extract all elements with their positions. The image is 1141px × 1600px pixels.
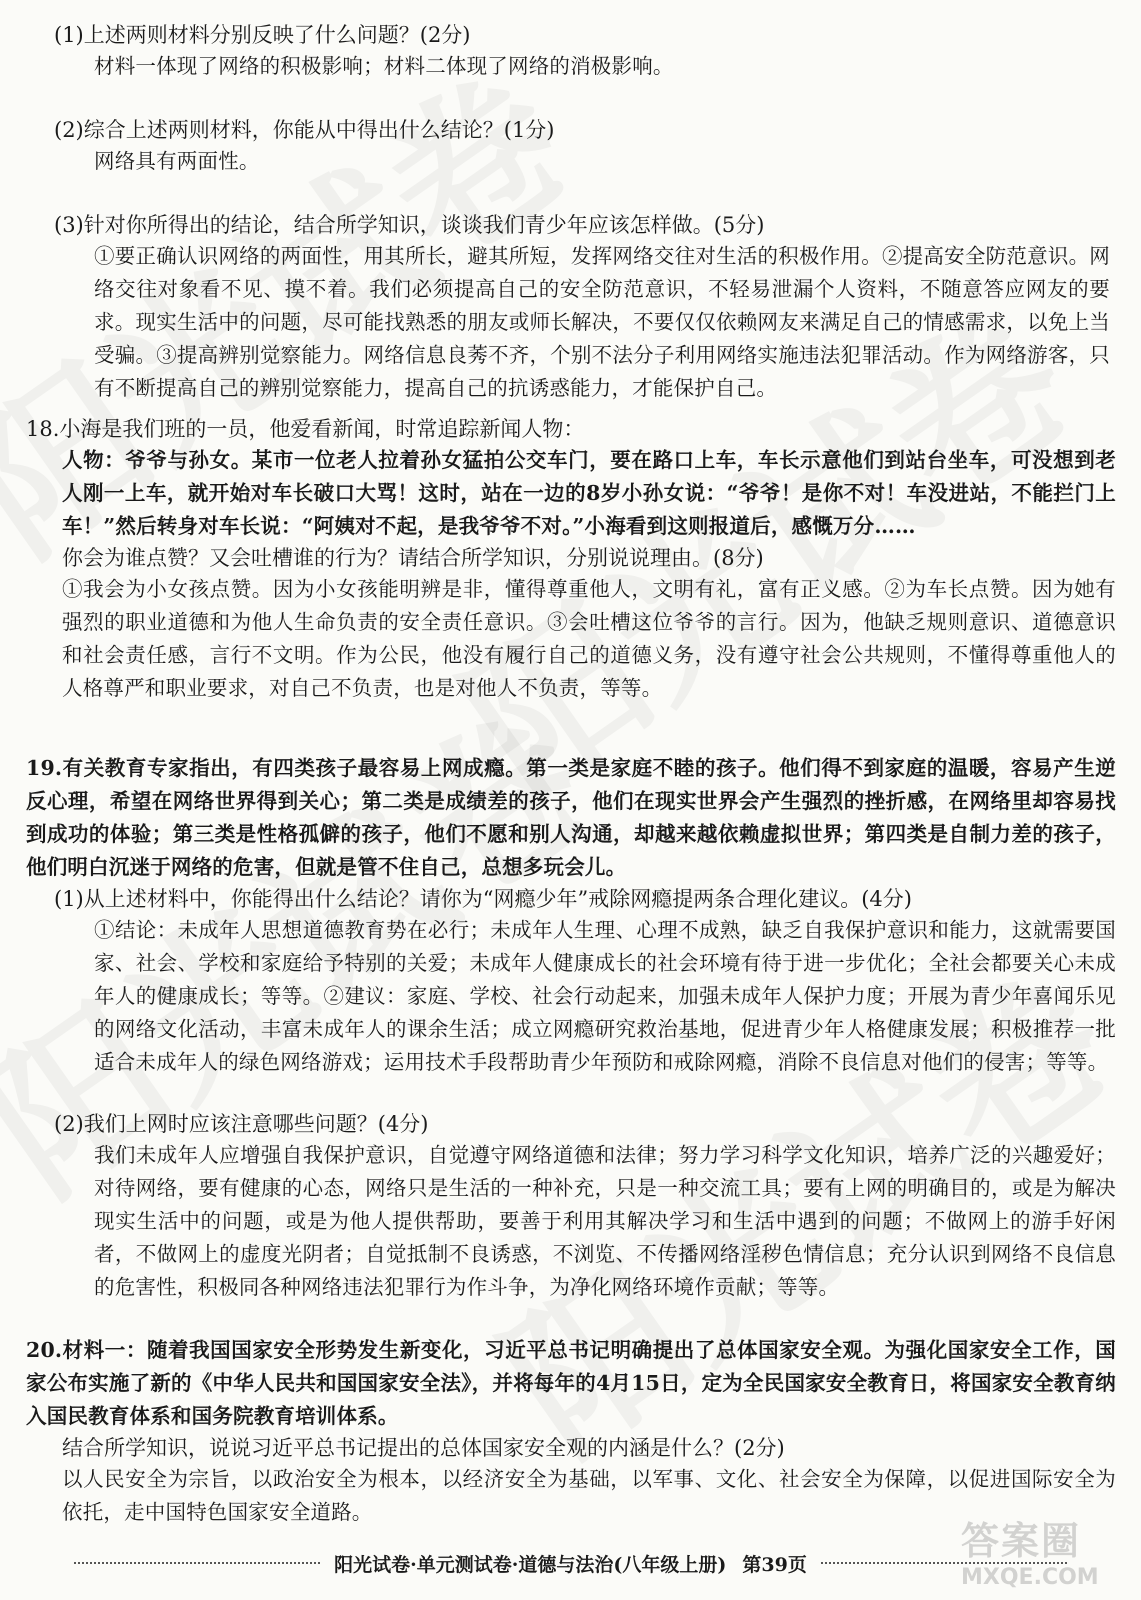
q19-part1-answer: ①结论：未成年人思想道德教育势在必行；未成年人生理、心理不成熟，缺乏自我保护意识和能力，这就需要国家、社会、学校和家庭给予特别的关爱；未成年人健康成长的社会环境有待于进一步优化；全社会都要关心未成年人的健康成长；等等。②建议：家庭、学校、社会行动起来，加强未成年人保护力度；开展为青少年喜闻乐见的网络文化活动，丰富未成年人的课余生活；成立网瘾研究救治基地，促进青少年人格健康发展；积极推荐一批适合未成年人的绿色网络游戏；运用技术手段帮助青少年预防和戒除网瘾，消除不良信息对他们的侵害；等等。 xyxy=(94,918,1116,1074)
q20-question: 结合所学知识，说说习近平总书记提出的总体国家安全观的内涵是什么？(2分) xyxy=(62,1436,785,1460)
q17-part2-question: (2)综合上述两则材料，你能从中得出什么结论？(1分) xyxy=(54,118,555,142)
q20-material: 20.材料一：随着我国国家安全形势发生新变化，习近平总书记明确提出了总体国家安全观。为强化国家安全工作，国家公布实施了新的《中华人民共和国国家安全法》，并将每年的4月15日，定为全民国家安全教育日，将国家安全教育纳入国民教育体系和国务院教育培训体系。 xyxy=(26,1338,1116,1428)
q20-answer: 以人民安全为宗旨，以政治安全为根本，以经济安全为基础，以军事、文化、社会安全为保障，以促进国际安全为依托，走中国特色国家安全道路。 xyxy=(62,1467,1116,1524)
footer-title: 阳光试卷·单元测试卷·道德与法治(八年级上册) xyxy=(334,1553,727,1576)
question-18 xyxy=(26,414,1116,705)
q19-part1-question: (1)从上述材料中，你能得出什么结论？请你为“网瘾少年”戒除网瘾提两条合理化建议。(4分) xyxy=(54,887,912,911)
site-logo-url: MXQE.COM xyxy=(961,1565,1099,1590)
q17-part3-answer: ①要正确认识网络的两面性，用其所长，避其所短，发挥网络交往对生活的积极作用。②提高安全防范意识。网络交往对象看不见、摸不着。我们必须提高自己的安全防范意识，不轻易泄漏个人资料，不随意答应网友的要求。现实生活中的问题，尽可能找熟悉的朋友或师长解决，不要仅仅依赖网友来满足自己的情感需求，以免上当受骗。③提高辨别觉察能力。网络信息良莠不齐，个别不法分子利用网络实施违法犯罪活动。作为网络游客，只有不断提高自己的辨别觉察能力，提高自己的抗诱惑能力，才能保护自己。 xyxy=(94,244,1110,400)
q18-story: 人物：爷爷与孙女。某市一位老人拉着孙女猛拍公交车门，要在路口上车，车长示意他们到站台坐车，可没想到老人刚一上车，就开始对车长破口大骂！这时，站在一边的8岁小孙女说：“爷爷！是你不对！车没进站，不能拦门上车！”然后转身对车长说：“阿姨对不起，是我爷爷不对。”小海看到这则报道后，感慨万分…… xyxy=(62,448,1116,538)
q19-part2-question: (2)我们上网时应该注意哪些问题？(4分) xyxy=(54,1112,429,1136)
q19-part2-answer: 我们未成年人应增强自我保护意识，自觉遵守网络道德和法律；努力学习科学文化知识，培养广泛的兴趣爱好；对待网络，要有健康的心态，网络只是生活的一种补充，只是一种交流工具；要有上网的明确目的，或是为解决现实生活中的问题，或是为他人提供帮助，要善于利用其解决学习和生活中遇到的问题；不做网上的游手好闲者，不做网上的虚度光阴者；自觉抵制不良诱惑，不浏览、不传播网络淫秽色情信息；充分认识到网络不良信息的危害性，积极同各种网络违法犯罪行为作斗争，为净化网络环境作贡献；等等。 xyxy=(94,1143,1116,1299)
q18-intro: 18.小海是我们班的一员，他爱看新闻，时常追踪新闻人物： xyxy=(26,417,585,441)
q18-question: 你会为谁点赞？又会吐槽谁的行为？请结合所学知识，分别说说理由。(8分) xyxy=(62,546,764,570)
q17-part3-question: (3)针对你所得出的结论，结合所学知识，谈谈我们青少年应该怎样做。(5分) xyxy=(54,213,765,237)
site-logo-main: 答案圈 xyxy=(961,1519,1082,1563)
q17-part1-answer: 材料一体现了网络的积极影响；材料二体现了网络的消极影响。 xyxy=(94,54,674,78)
page-footer xyxy=(60,1548,1081,1578)
q18-answer: ①我会为小女孩点赞。因为小女孩能明辨是非，懂得尊重他人，文明有礼，富有正义感。②为车长点赞。因为她有强烈的职业道德和为他人生命负责的安全责任意识。③会吐槽这位爷爷的言行。因为，他缺乏规则意识、道德意识和社会责任感，言行不文明。作为公民，他没有履行自己的道德义务，没有遵守社会公共规则，不懂得尊重他人的人格尊严和职业要求，对自己不负责，也是对他人不负责，等等。 xyxy=(62,577,1116,700)
q19-material: 19.有关教育专家指出，有四类孩子最容易上网成瘾。第一类是家庭不睦的孩子。他们得不到家庭的温暖，容易产生逆反心理，希望在网络世界得到关心；第二类是成绩差的孩子，他们在现实世界会产生强烈的挫折感，在网络里却容易找到成功的体验；第三类是性格孤僻的孩子，他们不愿和别人沟通，却越来越依赖虚拟世界；第四类是自制力差的孩子，他们明白沉迷于网络的危害，但就是管不住自己，总想多玩会儿。 xyxy=(26,756,1116,879)
question-20 xyxy=(26,1334,1116,1529)
q17-part2-answer: 网络具有两面性。 xyxy=(94,149,260,173)
question-17 xyxy=(26,20,1116,405)
footer-divider xyxy=(74,1562,320,1564)
site-logo xyxy=(961,1510,1131,1590)
q17-part1-question: (1)上述两则材料分别反映了什么问题？(2分) xyxy=(54,23,471,47)
question-19 xyxy=(26,752,1116,1304)
page-number: 第39页 xyxy=(742,1553,807,1576)
